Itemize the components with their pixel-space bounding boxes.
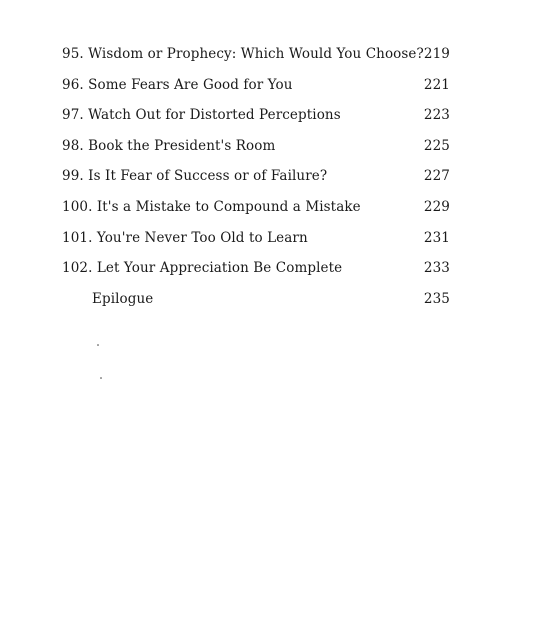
- toc-entry-102: [62, 260, 450, 291]
- toc-entry-97: [62, 107, 450, 138]
- page-number: 235: [423, 290, 450, 307]
- chapter-title: 99. Is It Fear of Success or of Failure?: [62, 168, 328, 185]
- chapter-title: 102. Let Your Appreciation Be Complete: [62, 260, 343, 277]
- chapter-title: 97. Watch Out for Distorted Perceptions: [62, 107, 341, 124]
- page-number: 219: [423, 46, 450, 62]
- page-number: 225: [423, 137, 450, 154]
- page-number: 223: [423, 107, 450, 124]
- chapter-title: 96. Some Fears Are Good for You: [62, 76, 293, 93]
- scan-speck: [100, 377, 102, 379]
- chapter-title: 101. You're Never Too Old to Learn: [62, 229, 308, 246]
- toc-entry-98: [62, 138, 450, 169]
- chapter-title: 100. It's a Mistake to Compound a Mistake: [62, 198, 361, 215]
- table-of-contents: [62, 46, 450, 321]
- chapter-title: 95. Wisdom or Prophecy: Which Would You Choose?: [62, 46, 424, 62]
- toc-entry-95: [62, 46, 450, 77]
- scan-speck: [97, 344, 99, 346]
- toc-entry-epilogue: [62, 291, 450, 322]
- toc-entry-99: [62, 168, 450, 199]
- page-number: 229: [423, 198, 450, 215]
- page-number: 231: [423, 229, 450, 246]
- toc-entry-100: [62, 199, 450, 230]
- chapter-title: Epilogue: [92, 290, 154, 307]
- page-number: 227: [423, 168, 450, 185]
- toc-entry-96: [62, 77, 450, 108]
- toc-entry-101: [62, 230, 450, 261]
- page-number: 233: [423, 260, 450, 277]
- chapter-title: 98. Book the President's Room: [62, 137, 276, 154]
- page-number: 221: [423, 76, 450, 93]
